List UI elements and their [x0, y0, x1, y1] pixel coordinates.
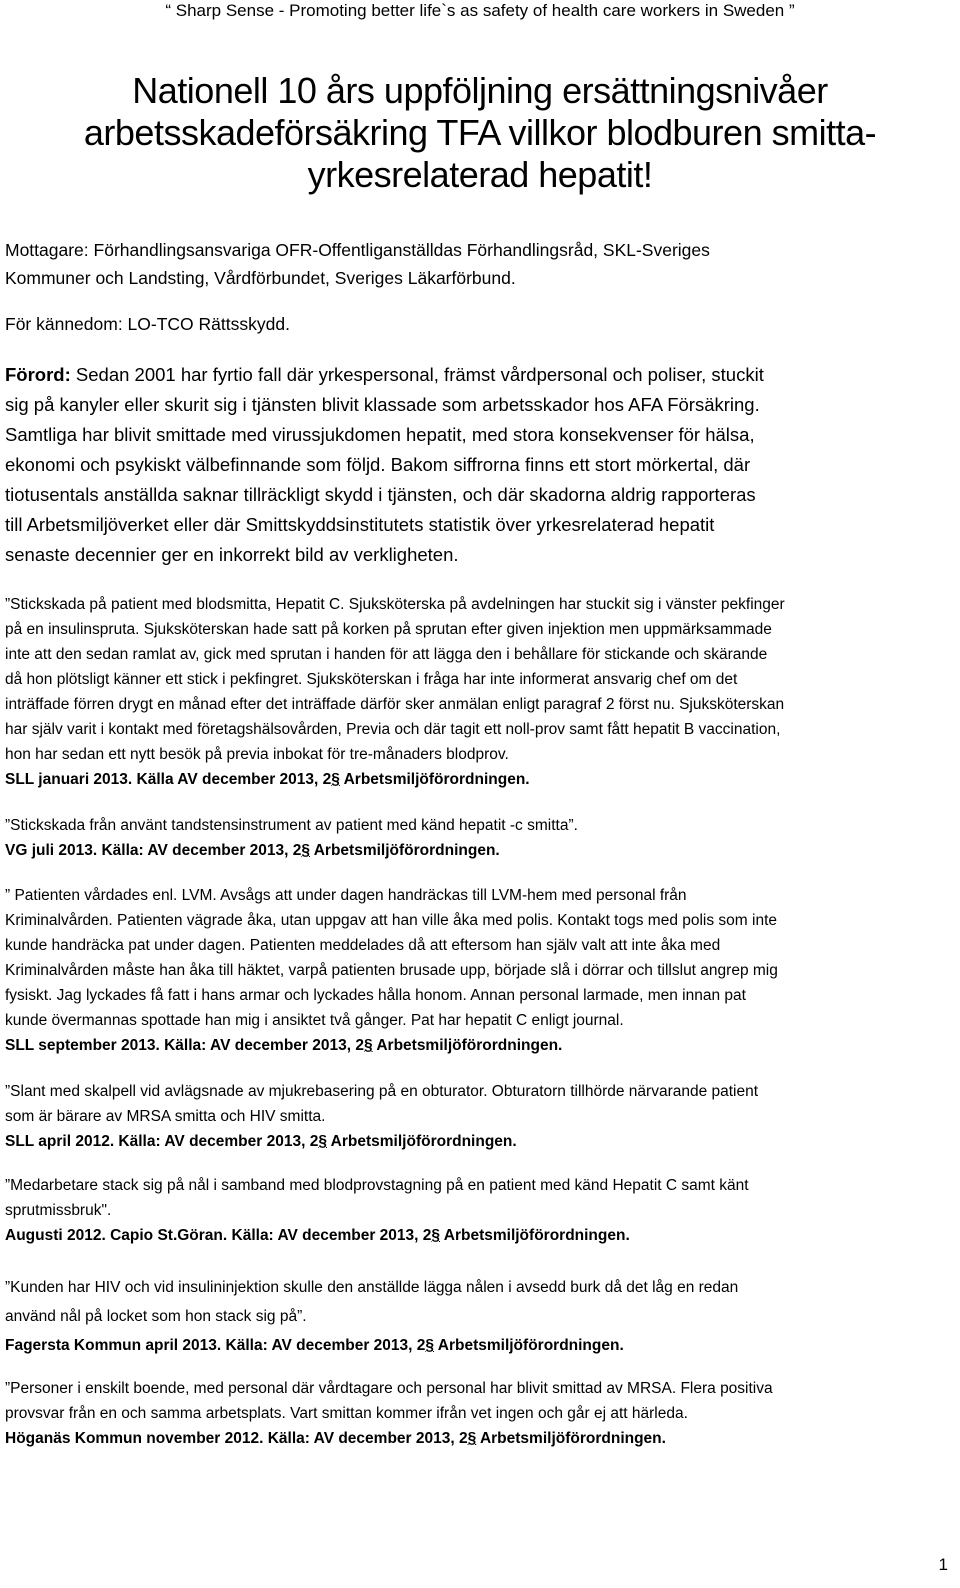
- forord-first-line-text: Sedan 2001 har fyrtio fall där yrkespersonal, främst vårdpersonal och poliser, stuckit: [70, 364, 764, 385]
- case-line: ”Stickskada på patient med blodsmitta, Hepatit C. Sjuksköterska på avdelningen har stuckit sig i vänster pekfinger: [5, 596, 785, 613]
- case-report: [5, 813, 955, 863]
- recipients-paragraph: [5, 236, 955, 292]
- case-source: [5, 1426, 955, 1451]
- case-source-text: Arbetsmiljöförordningen.: [440, 1227, 630, 1244]
- paragraph-sign: §: [431, 1227, 441, 1244]
- paragraph-sign: §: [467, 1430, 477, 1447]
- case-source: [5, 1129, 955, 1154]
- case-line: inträffade förren drygt en månad efter det inträffade därför sker anmälan enligt paragraf 2 först nu. Sjuksköterskan: [5, 696, 785, 713]
- case-line: kunde övermannas spottade han mig i ansiktet två gånger. Pat har hepatit C enligt journal.: [5, 1012, 624, 1029]
- forord-paragraph: [5, 360, 955, 570]
- case-line: fysiskt. Jag lyckades få fatt i hans armar och lyckades hålla honom. Annan personal larmade, men innan pat: [5, 987, 746, 1004]
- case-line: hon har sedan ett nytt besök på previa inbokat för tre-månaders blodprov.: [5, 746, 509, 763]
- title-line: Nationell 10 års uppföljning ersättningsnivåer: [132, 70, 828, 111]
- case-line: provsvar från en och samma arbetsplats. Vart smittan kommer ifrån vet ingen och går ej att härleda.: [5, 1405, 688, 1422]
- case-source: [5, 1033, 955, 1058]
- forord-line: ekonomi och psykiskt välbefinnande som följd. Bakom siffrorna finns ett stort mörkertal, där: [5, 454, 751, 475]
- title-line: yrkesrelaterad hepatit!: [307, 154, 653, 195]
- forord-line: till Arbetsmiljöverket eller där Smittskyddsinstitutets statistik över yrkesrelaterad hepatit: [5, 514, 715, 535]
- case-source-text: Arbetsmiljöförordningen.: [434, 1337, 624, 1354]
- case-source: [5, 1223, 955, 1248]
- case-line: inte att den sedan ramlat av, gick med sprutan i handen för att lägga den i behållare för stickande och skärande: [5, 646, 768, 663]
- case-line: ”Personer i enskilt boende, med personal där vårdtagare och personal har blivit smittad av MRSA. Flera positiva: [5, 1380, 773, 1397]
- title-line: arbetsskadeförsäkring TFA villkor blodburen smitta-: [83, 112, 877, 153]
- paragraph-sign: §: [425, 1337, 435, 1354]
- case-line: kunde handräcka pat under dagen. Patienten meddelades då att eftersom han själv valt att inte åka med: [5, 937, 721, 954]
- case-source-text: Arbetsmiljöförordningen.: [339, 771, 530, 788]
- case-report: [5, 1173, 955, 1248]
- paragraph-sign: §: [331, 771, 340, 788]
- case-line: Kriminalvården. Patienten vägrade åka, utan uppgav att han ville åka med polis. Kontakt togs med polis som inte: [5, 912, 778, 929]
- case-source: [5, 1331, 955, 1360]
- case-report: [5, 1273, 955, 1360]
- paragraph-sign: §: [301, 842, 310, 859]
- forord-line: tiotusentals anställda saknar tillräckligt skydd i tjänsten, och där skadorna aldrig rapporteras: [5, 484, 756, 505]
- forord-line: sig på kanyler eller skurit sig i tjänsten blivit klassade som arbetsskador hos AFA Försäkring.: [5, 394, 760, 415]
- case-source-text: Arbetsmiljöförordningen.: [326, 1133, 517, 1150]
- for-kannedom-line: För kännedom: LO-TCO Rättsskydd.: [5, 314, 290, 334]
- forord-line: senaste decennier ger en inkorrekt bild av verkligheten.: [5, 544, 459, 565]
- case-report: [5, 592, 955, 792]
- page-header: “ Sharp Sense - Promoting better life`s as safety of health care workers in Sweden ”: [165, 1, 795, 20]
- case-source: [5, 838, 955, 863]
- case-line: Kriminalvården måste han åka till häktet, varpå patienten brusade upp, började slå i dörrar och tillslut angrep mig: [5, 962, 778, 979]
- case-line: ”Medarbetare stack sig på nål i samband med blodprovstagning på en patient med känd Hepatit C samt känt: [5, 1177, 749, 1194]
- case-line: använd nål på locket som hon stack sig på”.: [5, 1308, 307, 1325]
- case-line: som är bärare av MRSA smitta och HIV smitta.: [5, 1108, 326, 1125]
- case-line: har själv varit i kontakt med företagshälsovården, Previa och där tagit ett noll-prov samt fått hepatit B vaccination,: [5, 721, 781, 738]
- case-line: ” Patienten vårdades enl. LVM. Avsågs att under dagen handräckas till LVM-hem med personal från: [5, 887, 687, 904]
- case-report: [5, 1079, 955, 1154]
- case-report: [5, 883, 955, 1058]
- case-source-text: Höganäs Kommun november 2012. Källa: AV december 2013, 2: [5, 1430, 468, 1447]
- case-source-text: Arbetsmiljöförordningen.: [310, 842, 500, 859]
- paragraph-sign: §: [318, 1133, 327, 1150]
- recipients-line: Mottagare: Förhandlingsansvariga OFR-Offentliganställdas Förhandlingsråd, SKL-Sveriges: [5, 240, 710, 260]
- case-line: på en insulinspruta. Sjuksköterskan hade satt på korken på sprutan efter given injektion men uppmärksammade: [5, 621, 772, 638]
- case-line: ”Stickskada från använt tandstensinstrument av patient med känd hepatit -c smitta”.: [5, 817, 578, 834]
- case-source-text: Augusti 2012. Capio St.Göran. Källa: AV december 2013, 2: [5, 1227, 432, 1244]
- case-line: ”Slant med skalpell vid avlägsnade av mjukrebasering på en obturator. Obturatorn tillhörde närvarande patient: [5, 1083, 759, 1100]
- case-source-text: VG juli 2013. Källa: AV december 2013, 2: [5, 842, 302, 859]
- case-source: [5, 767, 955, 792]
- document-title: [0, 70, 960, 196]
- case-report: [5, 1376, 955, 1451]
- paragraph-sign: §: [363, 1037, 373, 1054]
- case-source-text: SLL april 2012. Källa: AV december 2013, 2: [5, 1133, 319, 1150]
- recipients-line: Kommuner och Landsting, Vårdförbundet, Sveriges Läkarförbund.: [5, 268, 516, 288]
- forord-line: Samtliga har blivit smittade med virussjukdomen hepatit, med stora konsekvenser för hälsa,: [5, 424, 755, 445]
- case-line: ”Kunden har HIV och vid insulininjektion skulle den anställde lägga nålen i avsedd burk då det låg en redan: [5, 1279, 739, 1296]
- case-source-text: Arbetsmiljöförordningen.: [372, 1037, 563, 1054]
- case-source-text: Fagersta Kommun april 2013. Källa: AV december 2013, 2: [5, 1337, 426, 1354]
- case-line: då hon plötsligt känner ett stick i pekfingret. Sjuksköterskan i fråga har inte informerat ansvarig chef om det: [5, 671, 738, 688]
- forord-first-line: [5, 360, 955, 390]
- forord-label: Förord:: [5, 364, 71, 385]
- case-source-text: SLL januari 2013. Källa AV december 2013, 2: [5, 771, 332, 788]
- case-line: sprutmissbruk".: [5, 1202, 112, 1219]
- case-source-text: Arbetsmiljöförordningen.: [476, 1430, 666, 1447]
- case-source-text: SLL september 2013. Källa: AV december 2013, 2: [5, 1037, 364, 1054]
- page-number: 1: [938, 1555, 948, 1574]
